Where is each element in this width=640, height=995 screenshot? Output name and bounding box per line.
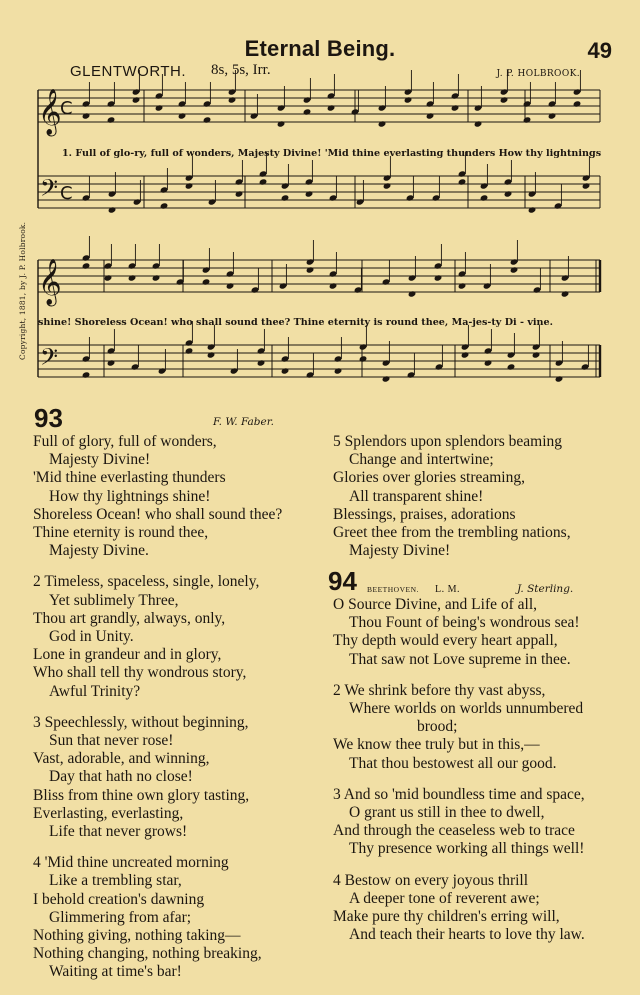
hymn-94-author: J. Sterling. xyxy=(517,583,574,595)
verse-line: Thine eternity is round thee, xyxy=(33,524,209,542)
hymn-93-stanza-3 xyxy=(33,714,333,841)
copyright-notice: Copyright, 1881, by J. P. Holbrook. xyxy=(18,221,27,360)
verse-line: 'Mid thine everlasting thunders xyxy=(33,469,226,487)
verse-line: Make pure thy children's erring will, xyxy=(333,908,560,926)
verse-line: 3 And so 'mid boundless time and space, xyxy=(333,785,585,803)
note-head xyxy=(207,351,216,358)
treble-clef-icon: 𝄞 xyxy=(38,89,62,135)
hymn-93-text xyxy=(33,433,333,995)
verse-line: 5 Splendors upon splendors beaming xyxy=(333,433,563,450)
note-head xyxy=(500,96,509,103)
note-head xyxy=(474,120,483,127)
note-head xyxy=(228,96,237,103)
note-head xyxy=(523,116,532,123)
verse-line: We know thee truly but in this,— xyxy=(333,736,540,754)
verse-line: 4 'Mid thine uncreated morning xyxy=(33,854,229,872)
verse-line: Vast, adorable, and winning, xyxy=(33,750,210,768)
note-head xyxy=(107,116,116,123)
verse-line: Nothing changing, nothing breaking, xyxy=(33,945,262,963)
note-head xyxy=(128,274,137,281)
hymn-93-stanza-4 xyxy=(33,854,333,981)
note-head xyxy=(548,112,557,119)
hymn-93-stanza-2 xyxy=(33,573,333,700)
note-head xyxy=(257,359,266,366)
note-head xyxy=(359,355,368,362)
note-head xyxy=(226,282,235,289)
hymn-94-number: 94 xyxy=(328,566,357,596)
note-head xyxy=(259,178,268,185)
note-head xyxy=(528,206,537,213)
note-head xyxy=(510,266,519,273)
note-head xyxy=(202,278,211,285)
hymn-94-stanza-2 xyxy=(333,682,629,773)
hymn-93-stanza-1 xyxy=(33,433,333,560)
note-head xyxy=(434,274,443,281)
verse-line: Where worlds on worlds unnumbered xyxy=(349,700,584,718)
verse-line: 2 Timeless, spaceless, single, lonely, xyxy=(33,573,260,591)
bass-clef-icon: 𝄢 xyxy=(40,174,59,207)
verse-line: Change and intertwine; xyxy=(349,451,494,469)
note-head xyxy=(378,120,387,127)
verse-line: Glimmering from afar; xyxy=(49,908,192,926)
note-head xyxy=(108,206,117,213)
verse-line: Bliss from thine own glory tasting, xyxy=(33,786,250,804)
verse-line: A deeper tone of reverent awe; xyxy=(349,889,540,907)
lyric-line-2: shine! Shoreless Ocean! who shall sound thee? Thine eternity is round thee, Ma-jes-ty Di - vine. xyxy=(38,317,553,328)
verse-line: Yet sublimely Three, xyxy=(49,591,179,609)
verse-line: God in Unity. xyxy=(49,628,134,646)
verse-line: 2 We shrink before thy vast abyss, xyxy=(333,681,546,699)
hymn-93-author: F. W. Faber. xyxy=(213,416,274,428)
note-head xyxy=(160,202,169,209)
note-head xyxy=(426,112,435,119)
verse-line: Thou art grandly, always, only, xyxy=(33,609,226,627)
hymn-94-tune: BEETHOVEN. xyxy=(367,585,419,594)
page-title: Eternal Being. xyxy=(244,36,396,61)
verse-line: 4 Bestow on every joyous thrill xyxy=(333,871,529,889)
note-head xyxy=(458,282,467,289)
verse-line: Who shall tell thy wondrous story, xyxy=(33,664,247,682)
note-head xyxy=(404,96,413,103)
note-head xyxy=(305,190,314,197)
verse-line: O grant us still in thee to dwell, xyxy=(349,804,545,822)
note-head xyxy=(152,274,161,281)
note-head xyxy=(484,359,493,366)
verse-line: And teach their hearts to love thy law. xyxy=(349,926,585,944)
note-head xyxy=(82,112,91,119)
note-head xyxy=(383,182,392,189)
verse-line: Majesty Divine! xyxy=(49,451,151,469)
hymn-93-text-continued xyxy=(333,433,623,573)
note-head xyxy=(82,371,91,378)
verse-line: Nothing giving, nothing taking— xyxy=(33,927,241,945)
note-head xyxy=(281,194,290,201)
verse-line: Blessings, praises, adorations xyxy=(333,505,516,523)
verse-line: I behold creation's dawning xyxy=(33,890,205,908)
verse-line: O Source Divine, and Life of all, xyxy=(333,596,538,613)
verse-line: brood; xyxy=(417,718,458,736)
note-head xyxy=(582,182,591,189)
verse-line: Shoreless Ocean! who shall sound thee? xyxy=(33,505,283,523)
time-signature: C xyxy=(60,183,73,204)
note-head xyxy=(107,359,116,366)
verse-line: Full of glory, full of wonders, xyxy=(33,433,217,450)
note-head xyxy=(104,274,113,281)
note-head xyxy=(329,282,338,289)
note-head xyxy=(281,367,290,374)
note-head xyxy=(555,375,564,382)
hymn-94-stanza-4 xyxy=(333,872,629,945)
note-head xyxy=(458,178,467,185)
verse-line: Majesty Divine! xyxy=(349,542,451,560)
note-head xyxy=(561,290,570,297)
hymn-94-meter: L. M. xyxy=(435,584,460,595)
note-head xyxy=(303,108,312,115)
verse-line: And through the ceaseless web to trace xyxy=(333,822,575,840)
verse-line: Glories over glories streaming, xyxy=(333,469,525,487)
verse-line: That saw not Love supreme in thee. xyxy=(349,650,571,668)
music-score xyxy=(0,0,640,400)
verse-line: Awful Trinity? xyxy=(49,682,141,700)
tune-meter: 8s, 5s, Irr. xyxy=(211,62,271,78)
verse-line: Thy depth would every heart appall, xyxy=(333,632,558,650)
tune-name: GLENTWORTH. xyxy=(70,63,187,80)
note-head xyxy=(504,190,513,197)
verse-line: Thy presence working all things well! xyxy=(349,840,585,858)
lyric-line-1: 1. Full of glo-ry, full of wonders, Majesty Divine! 'Mid thine everlasting thunders How thy lightnings xyxy=(62,148,602,159)
hymn-93-stanza-5 xyxy=(333,433,623,560)
verse-line: Day that hath no close! xyxy=(49,768,193,786)
verse-line: Majesty Divine. xyxy=(49,542,149,560)
note-head xyxy=(178,112,187,119)
note-head xyxy=(382,375,391,382)
note-head xyxy=(185,182,194,189)
note-head xyxy=(480,194,489,201)
verse-line: Everlasting, everlasting, xyxy=(33,804,184,822)
note-head xyxy=(451,104,460,111)
hymn-94-stanza-3 xyxy=(333,786,629,859)
note-head xyxy=(507,363,516,370)
note-head xyxy=(277,120,286,127)
verse-line: Thou Fount of being's wondrous sea! xyxy=(349,614,580,632)
verse-line: Lone in grandeur and in glory, xyxy=(33,646,222,664)
verse-line: Greet thee from the trembling nations, xyxy=(333,524,571,542)
note-head xyxy=(532,351,541,358)
note-head xyxy=(408,290,417,297)
hymn-94-stanza-1 xyxy=(333,596,629,669)
note-head xyxy=(461,351,470,358)
note-head xyxy=(306,266,315,273)
verse-line: How thy lightnings shine! xyxy=(49,487,211,505)
note-head xyxy=(235,190,244,197)
page-number: 49 xyxy=(587,38,612,63)
note-head xyxy=(155,104,164,111)
verse-line: All transparent shine! xyxy=(349,487,484,505)
verse-line: That thou bestowest all our good. xyxy=(349,754,557,772)
time-signature: C xyxy=(60,98,73,119)
verse-line: Waiting at time's bar! xyxy=(49,963,182,981)
verse-line: Like a trembling star, xyxy=(49,872,182,890)
note-head xyxy=(82,262,91,269)
note-head xyxy=(132,96,141,103)
treble-clef-icon: 𝄞 xyxy=(38,259,62,305)
verse-line: Sun that never rose! xyxy=(49,732,174,750)
bass-clef-icon: 𝄢 xyxy=(40,343,59,376)
note-head xyxy=(185,347,194,354)
note-head xyxy=(327,104,336,111)
note-head xyxy=(203,116,212,123)
verse-line: Life that never grows! xyxy=(49,823,188,841)
composer: J. P. HOLBROOK. xyxy=(496,69,580,79)
hymn-94-text xyxy=(333,596,629,957)
note-head xyxy=(573,100,582,107)
note-head xyxy=(334,367,343,374)
hymn-93-number: 93 xyxy=(34,403,63,433)
verse-line: 3 Speechlessly, without beginning, xyxy=(33,713,249,731)
